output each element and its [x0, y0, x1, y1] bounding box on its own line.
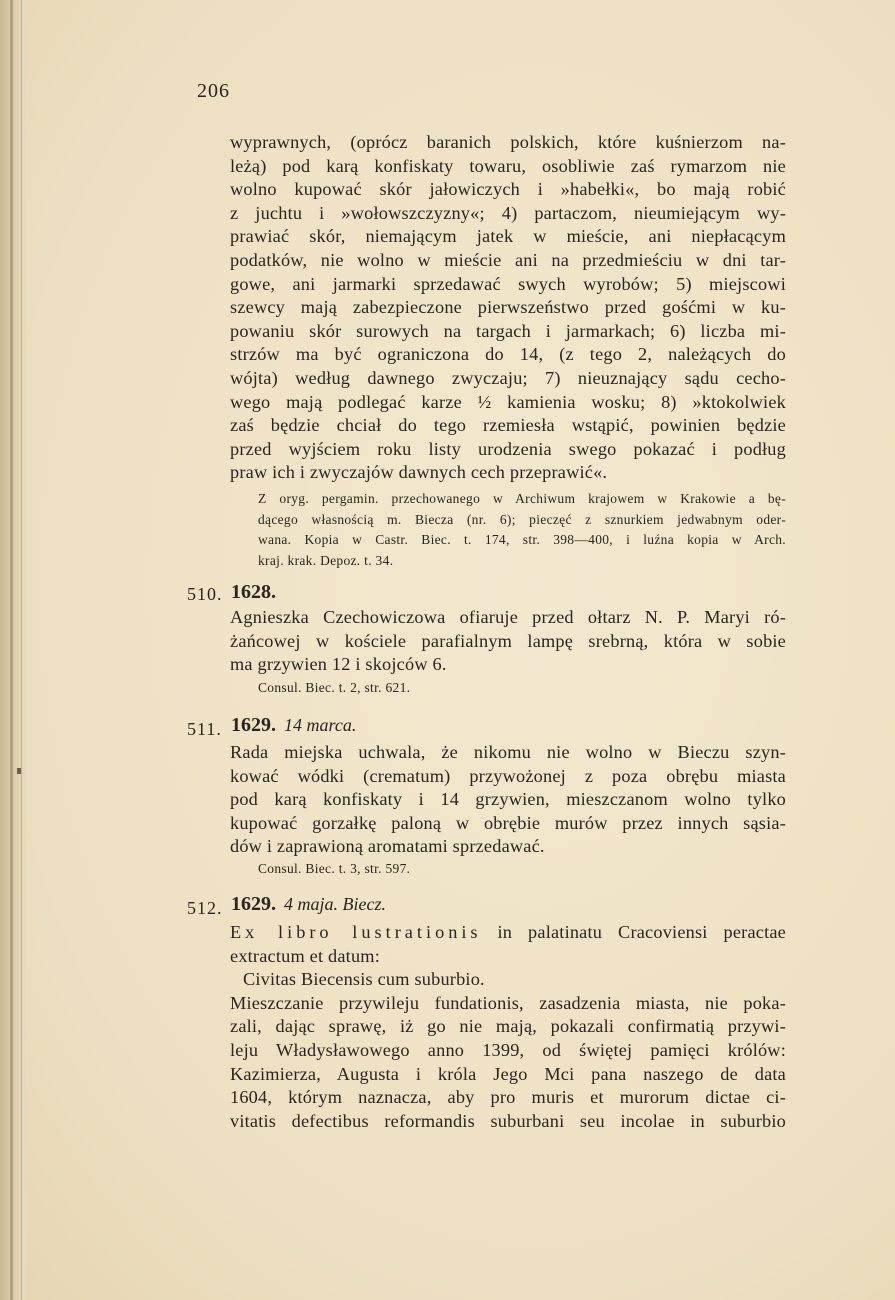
text-line: ma grzywien 12 i skojców 6.	[230, 654, 447, 675]
margin-mark	[17, 768, 21, 774]
text-line: powaniu skór surowych na targach i jarmarkach; 6) liczba mi-	[230, 320, 786, 341]
entry-date: 14 marca.	[284, 715, 357, 735]
text-line: szewcy mają zabezpieczone pierwszeństwo przed gośćmi w ku-	[230, 297, 786, 318]
text-line: leju Władysławowego anno 1399, od świętej pamięci królów:	[230, 1039, 786, 1060]
intro-rest: in palatinatu Cracoviensi peractae	[497, 922, 786, 942]
note-line: kraj. krak. Depoz. t. 34.	[258, 552, 394, 568]
source-note	[258, 859, 786, 880]
page-number: 206	[197, 80, 230, 102]
note-line: dącego własnością m. Biecza (nr. 6); pieczęć z sznurkiem jedwabnym oder-	[258, 511, 786, 527]
text-line: extractum et datum:	[230, 945, 380, 966]
note-line: Z oryg. pergamin. przechowanego w Archiwum krajowem w Krakowie a bę-	[258, 491, 786, 506]
text-line: wyprawnych, (oprócz baranich polskich, które kuśnierzom na-	[230, 132, 786, 152]
text-line: prawiać skór, niemającym jatek w mieście, ani niepłacącym	[230, 226, 786, 247]
text-line: dów i zaprawioną aromatami sprzedawać.	[230, 836, 545, 857]
text-line: praw ich i zwyczajów dawnych cech przeprawić«.	[230, 462, 608, 483]
text-line: Kazimierza, Augusta i króla Jego Mci pana naszego de data	[230, 1063, 786, 1084]
text-line: wójta) według dawnego zwyczaju; 7) nieuznający sądu cecho-	[230, 367, 786, 388]
text-line: żańcowej w kościele parafialnym lampę srebrną, która w sobie	[230, 630, 786, 651]
source-note	[258, 678, 786, 699]
entry-text	[230, 606, 786, 677]
text-line: vitatis defectibus reformandis suburbani seu incolae in suburbio	[230, 1110, 786, 1131]
source-note	[258, 489, 786, 571]
text-line: zaś będzie chciał do tego rzemiesła wstąpić, powinien będzie	[230, 415, 786, 436]
note-line: Consul. Biec. t. 3, str. 597.	[258, 861, 411, 876]
spine-edge	[21, 0, 22, 1300]
entry-heading	[231, 893, 386, 916]
entry-year: 1629.	[231, 893, 276, 915]
text-line: przed wyjściem roku listy urodzenia swego pokazać i podług	[230, 438, 786, 459]
book-spine	[0, 0, 26, 1300]
spine-shadow	[10, 0, 13, 1300]
text-line: 1604, którym naznacza, aby pro muris et murorum dictae ci-	[230, 1087, 786, 1108]
text-line: wego mają podlegać karze ½ kamienia wosku; 8) »ktokolwiek	[230, 391, 786, 412]
text-line: podatków, nie wolno w mieście ani na przedmieściu w dni tar-	[230, 249, 786, 270]
note-line: Consul. Biec. t. 2, str. 621.	[258, 680, 411, 695]
text-line: leżą) pod karą konfiskaty towaru, osobliwie zaś rymarzom nie	[230, 155, 786, 176]
text-line: strzów ma być ograniczona do 14, (z tego 2, należących do	[230, 344, 786, 365]
text-line: zali, dając sprawę, iż go nie mają, pokazali confirmatią przywi-	[230, 1016, 786, 1037]
text-line: pod karą konfiskaty i 14 grzywien, mieszczanom wolno tylko	[230, 789, 786, 810]
entry-year: 1629.	[231, 714, 276, 736]
entry-text	[230, 741, 786, 859]
text-line: kupować gorzałkę paloną w obrębie murów przez innych sąsia-	[230, 812, 786, 833]
text-line: Rada miejska uchwala, że nikomu nie wolno w Bieczu szyn-	[230, 742, 786, 762]
text-line: Agnieszka Czechowiczowa ofiaruje przed ołtarz N. P. Maryi ró-	[230, 607, 786, 627]
entry-number: 512.	[187, 898, 223, 918]
entry-number: 511.	[187, 719, 222, 739]
text-line: z juchtu i »wołowszczyzny«; 4) partaczom, nieumiejącym wy-	[230, 202, 786, 223]
text-line: wolno kupować skór jałowiczych i »habełki«, bo mają robić	[230, 179, 786, 200]
spaced-title: Ex libro lustrationis	[230, 922, 482, 942]
entry-year: 1628.	[231, 581, 276, 603]
entry-date: 4 maja. Biecz.	[284, 894, 386, 914]
text-line: kować wódki (crematum) przywożonej z poza obrębu miasta	[230, 765, 786, 786]
text-line: Mieszczanie przywileju fundationis, zasadzenia miasta, nie poka-	[230, 992, 786, 1013]
subheading: Civitas Biecensis cum suburbio.	[243, 969, 485, 990]
note-line: wana. Kopia w Castr. Biec. t. 174, str. 398—400, i luźna kopia w Arch.	[258, 532, 786, 548]
entry-number: 510.	[187, 584, 223, 604]
continuation-paragraph	[230, 131, 786, 485]
entry-heading	[231, 581, 276, 604]
text-line	[230, 921, 786, 945]
text-line: gowe, ani jarmarki sprzedawać swych wyrobów; 5) miejscowi	[230, 273, 786, 294]
entry-text	[230, 921, 786, 1133]
entry-heading	[231, 714, 356, 737]
